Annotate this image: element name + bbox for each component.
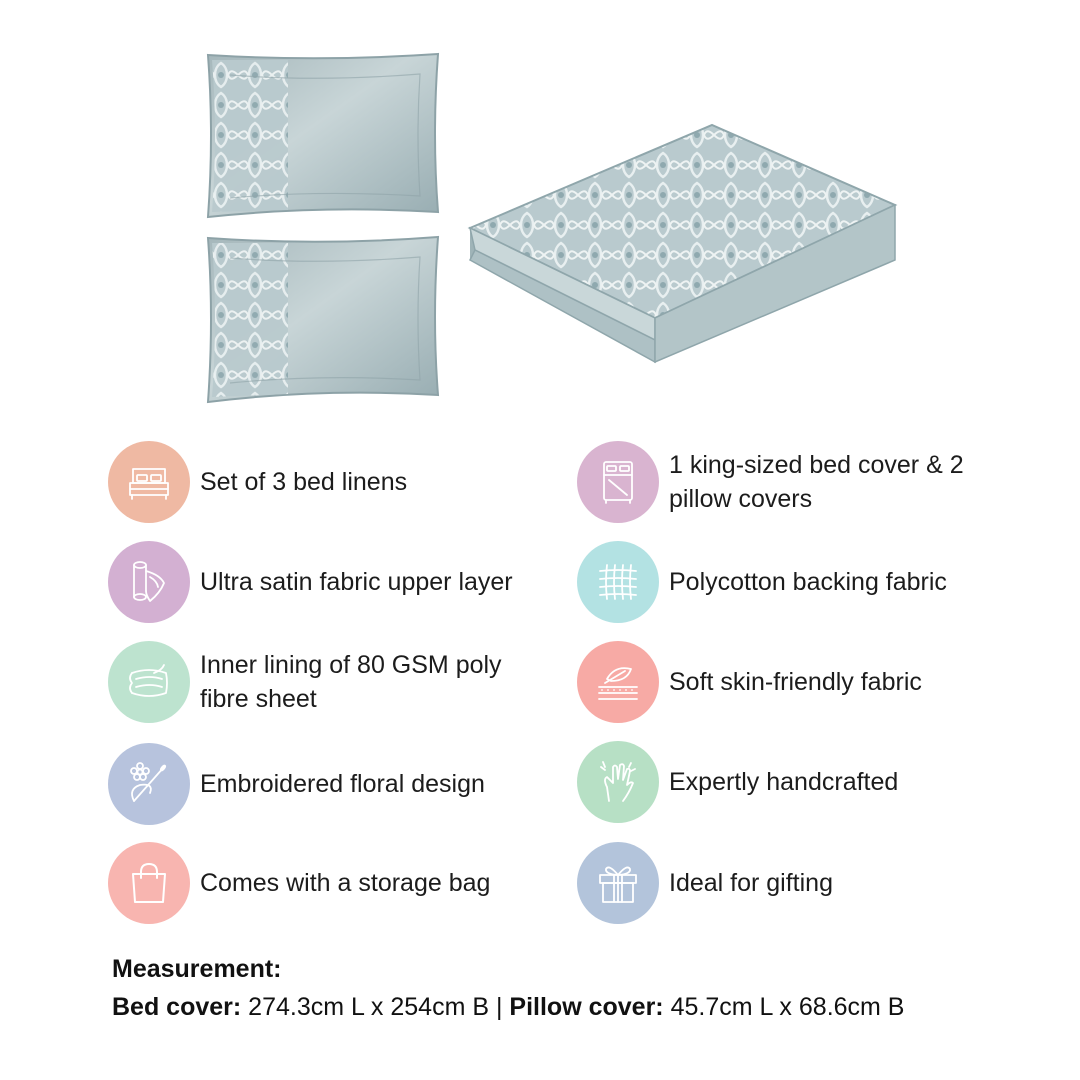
feature-text: Embroidered floral design xyxy=(200,770,485,798)
feature-text: Inner lining of 80 GSM poly fibre sheet xyxy=(200,651,502,713)
hand-icon xyxy=(577,741,659,823)
feature-text: 1 king-sized bed cover & 2 pillow covers xyxy=(669,451,964,513)
feature-storage-bag xyxy=(108,842,560,924)
pillow-cover-bottom xyxy=(208,237,438,402)
pillow-cover-label: Pillow cover: xyxy=(509,993,664,1021)
bed-cover-label: Bed cover: xyxy=(112,993,242,1021)
feature-inner-lining xyxy=(108,641,550,723)
feather-icon xyxy=(577,641,659,723)
feature-text: Soft skin-friendly fabric xyxy=(669,668,922,696)
feature-handcrafted xyxy=(577,741,979,823)
feature-soft-fabric xyxy=(577,641,979,723)
feature-bed-cover-set xyxy=(577,441,979,523)
gift-icon xyxy=(577,842,659,924)
needle-flower-icon xyxy=(108,743,190,825)
feature-gifting xyxy=(577,842,979,924)
pillow-cover-value: 45.7cm L x 68.6cm B xyxy=(663,993,905,1021)
bed-cover-icon xyxy=(577,441,659,523)
feature-bed-linens xyxy=(108,441,540,523)
folded-bed-cover xyxy=(470,125,895,362)
feature-text: Set of 3 bed linens xyxy=(200,468,408,496)
weave-icon xyxy=(577,541,659,623)
feature-text: Polycotton backing fabric xyxy=(669,568,947,596)
bed-cover-value: 274.3cm L x 254cm B | xyxy=(241,993,510,1021)
feature-polycotton xyxy=(577,541,979,623)
feature-embroidered xyxy=(108,743,560,825)
feature-satin-upper xyxy=(108,541,560,623)
feature-text: Expertly handcrafted xyxy=(669,768,899,796)
bed-icon xyxy=(108,441,190,523)
bag-icon xyxy=(108,842,190,924)
feature-text: Comes with a storage bag xyxy=(200,869,491,897)
product-image xyxy=(200,45,900,410)
measurement-details xyxy=(112,990,905,1024)
measurement-heading xyxy=(112,952,282,986)
feature-text: Ideal for gifting xyxy=(669,869,833,897)
fabric-roll-icon xyxy=(108,541,190,623)
feature-text: Ultra satin fabric upper layer xyxy=(200,568,513,596)
pillow-cover-top xyxy=(208,54,438,217)
folded-sheet-icon xyxy=(108,641,190,723)
measurement-heading-text: Measurement: xyxy=(112,955,282,983)
